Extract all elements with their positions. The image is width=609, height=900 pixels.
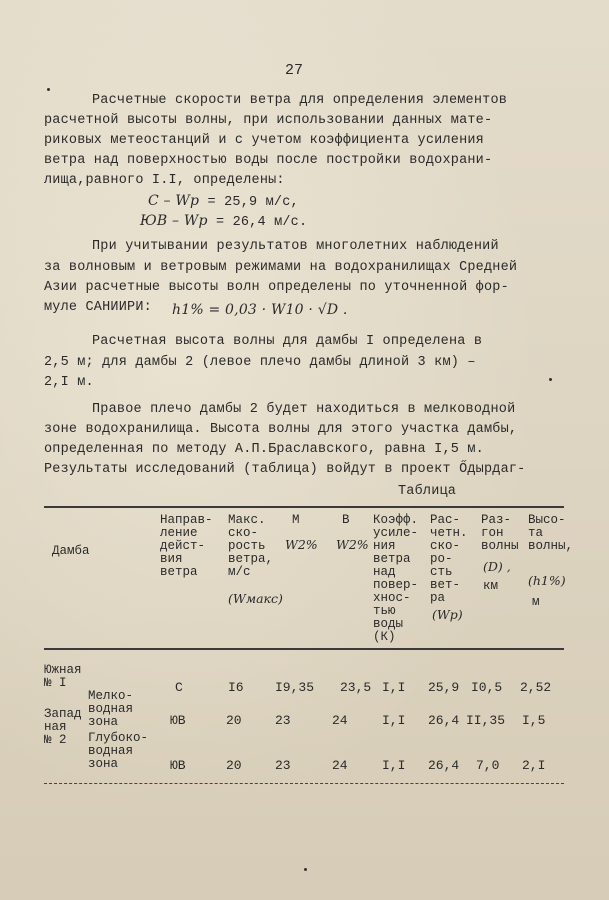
para4-line: Правое плечо дамбы 2 будет находиться в мелководной xyxy=(92,402,516,417)
row-k: I,I xyxy=(382,713,406,728)
row-b: 23,5 xyxy=(340,680,372,695)
page-number: 27 xyxy=(285,62,304,79)
para1-line: ветра над поверхностью воды после постройки водохрани- xyxy=(44,153,493,168)
para2-line: При учитывании результатов многолетних наблюдений xyxy=(92,239,499,254)
formula-wind-southeast xyxy=(140,213,307,230)
row-direction: С xyxy=(175,680,183,695)
header-m-symbol: W2% xyxy=(285,537,318,552)
row-b: 24 xyxy=(332,758,348,773)
row-zone: Глубоко- водная зона xyxy=(88,731,149,771)
row-k: I,I xyxy=(382,680,406,695)
header-max-speed-symbol: (Wмакс) xyxy=(228,591,283,606)
row-d: 7,0 xyxy=(476,758,500,773)
row-max: I6 xyxy=(228,680,244,695)
row-d: I0,5 xyxy=(471,680,503,695)
row-d: II,35 xyxy=(466,713,506,728)
header-coefficient: Коэфф. усиле- ния ветра над повер- хнос- тью воды (К) xyxy=(373,513,419,644)
para1-line: Расчетные скорости ветра для определения элементов xyxy=(92,93,508,108)
formula-lhs: ЮВ – Wp xyxy=(140,213,208,229)
row-m: 23 xyxy=(275,713,291,728)
row-h: I,5 xyxy=(522,713,546,728)
header-max-speed: Макс. ско- рость ветра, м/с xyxy=(228,513,274,579)
row-m: I9,35 xyxy=(275,680,315,695)
para2-line: Азии расчетные высоты волн определены по уточненной фор- xyxy=(44,280,509,295)
table-bottom-rule xyxy=(44,782,564,784)
header-calc-speed: Рас- четн. ско- ро- сть вет- ра xyxy=(430,513,468,605)
row-b: 24 xyxy=(332,713,348,728)
header-direction: Направ- ление дейст- вия ветра xyxy=(160,513,213,579)
row-m: 23 xyxy=(275,758,291,773)
formula-wind-north xyxy=(148,193,299,210)
row-zone: Мелко- водная зона xyxy=(88,689,134,729)
para3-line: 2,5 м; для дамбы 2 (левое плечо дамбы длиной 3 км) – xyxy=(44,355,476,370)
row-dam: Запад ная № 2 xyxy=(44,707,82,747)
para3-line: Расчетная высота волны для дамбы I определена в xyxy=(92,334,483,349)
formula-rhs: = 26,4 м/с. xyxy=(215,215,308,230)
row-wp: 26,4 xyxy=(428,758,460,773)
header-b: В xyxy=(342,513,350,527)
header-height-unit: м xyxy=(532,595,540,609)
row-wp: 26,4 xyxy=(428,713,460,728)
para4-line: зоне водохранилища. Высота волны для этого участка дамбы, xyxy=(44,422,518,437)
paper-speck xyxy=(549,378,552,381)
row-dam: Южная № I xyxy=(44,663,82,690)
row-direction: ЮВ xyxy=(170,758,186,773)
header-fetch-symbol: (D) , xyxy=(483,559,511,574)
header-fetch: Раз- гон волны xyxy=(481,513,519,553)
para4-line: Результаты исследований (таблица) войдут в проект Őдырдаг- xyxy=(44,462,526,477)
table-header-rule xyxy=(44,648,564,650)
table-top-rule xyxy=(44,506,564,508)
formula-rhs: = 25,9 м/с, xyxy=(207,195,299,210)
header-m: М xyxy=(292,513,300,527)
para1-line: расчетной высоты волны, при использовании данных мате- xyxy=(44,113,493,128)
row-wp: 25,9 xyxy=(428,680,460,695)
row-h: 2,I xyxy=(522,758,546,773)
formula-saniiri: h1% = 0,03 · W10 · √D . xyxy=(172,302,348,318)
para1-line: лища,равного I.I, определены: xyxy=(44,173,285,188)
row-max: 20 xyxy=(226,758,242,773)
header-height-symbol: (h1%) xyxy=(528,573,566,588)
row-direction: ЮВ xyxy=(170,713,186,728)
header-dam: Дамба xyxy=(52,544,90,558)
header-fetch-unit: км xyxy=(483,579,499,593)
para2-line: за волновым и ветровым режимами на водохранилищах Средней xyxy=(44,260,518,275)
header-b-symbol: W2% xyxy=(336,537,369,552)
para4-line: определенная по методу А.П.Браславского, равна I,5 м. xyxy=(44,442,484,457)
paper-speck xyxy=(47,88,50,91)
para3-line: 2,I м. xyxy=(44,375,94,390)
formula-lhs: С – Wp xyxy=(148,193,200,209)
para1-line: риковых метеостанций и с учетом коэффициента усиления xyxy=(44,133,484,148)
para2-line: муле САНИИРИ: xyxy=(44,300,152,315)
table-title: Таблица xyxy=(398,484,457,499)
header-calc-speed-symbol: (Wp) xyxy=(432,607,463,622)
row-max: 20 xyxy=(226,713,242,728)
header-height: Высо- та волны, xyxy=(528,513,574,553)
row-k: I,I xyxy=(382,758,406,773)
row-h: 2,52 xyxy=(520,680,552,695)
paper-speck xyxy=(304,868,307,871)
